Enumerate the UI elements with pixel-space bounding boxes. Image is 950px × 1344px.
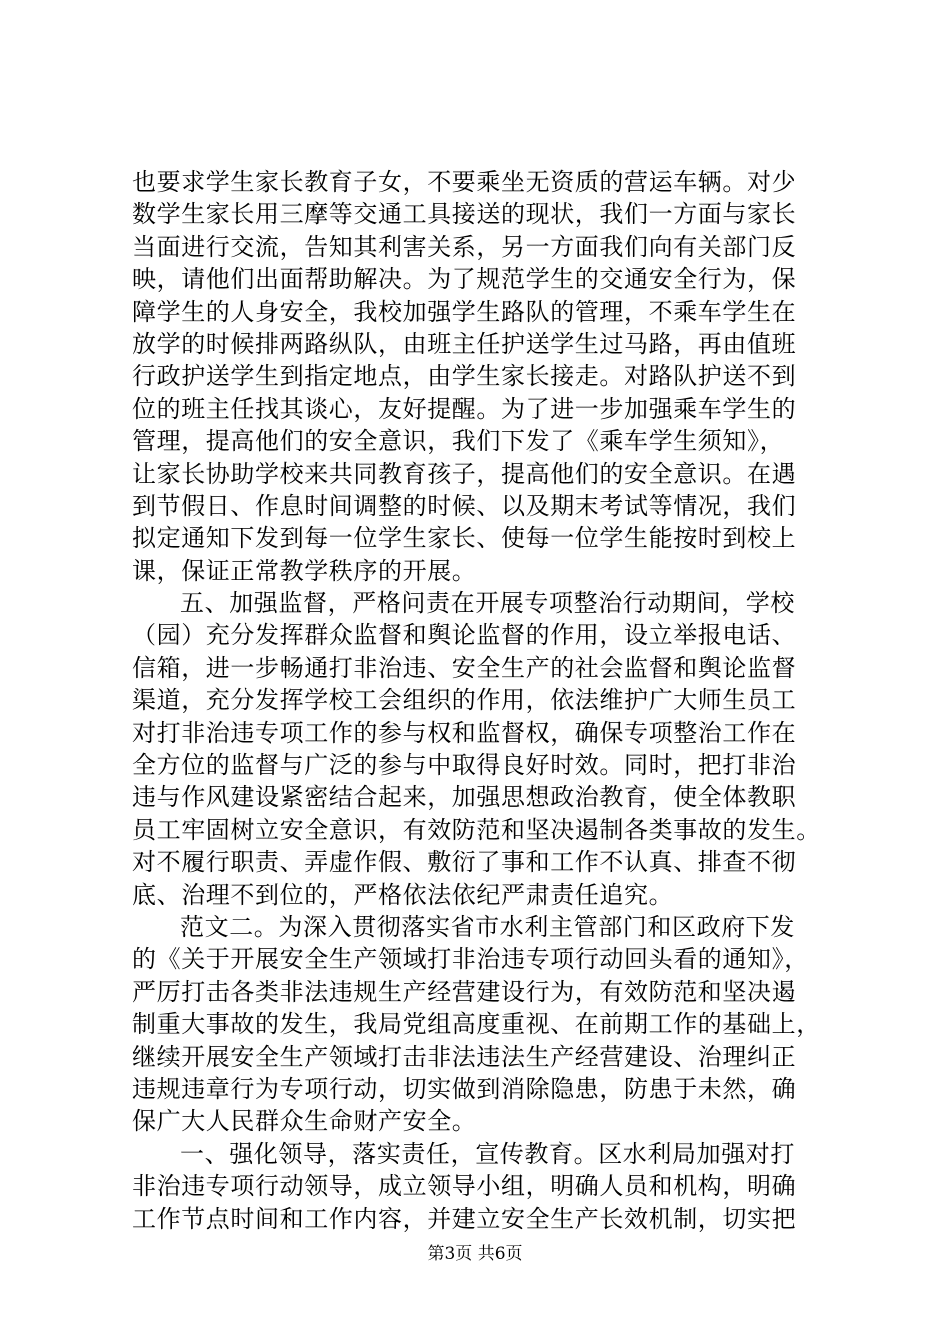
text-line: 的《关于开展安全生产领域打非治违专项行动回头看的通知》，: [132, 945, 809, 974]
text-line: 也要求学生家长教育子女，不要乘坐无资质的营运车辆。对少: [132, 168, 797, 196]
text-line: 保广大人民群众生命财产安全。: [132, 1107, 477, 1136]
document-body: [132, 166, 832, 1235]
text-line: 到节假日、作息时间调整的时候、以及期末考试等情况，我们: [132, 491, 797, 520]
text-line: 对不履行职责、弄虚作假、敷衍了事和工作不认真、排查不彻: [132, 848, 797, 877]
text-line: 底、治理不到位的，严格依法依纪严肃责任追究。: [132, 880, 674, 909]
text-line: 课，保证正常教学秩序的开展。: [132, 556, 477, 585]
page-number-label: 第3页 共6页: [427, 1244, 523, 1264]
text-line: 信箱，进一步畅通打非治违、安全生产的社会监督和舆论监督: [132, 653, 797, 682]
text-line: 当面进行交流，告知其利害关系，另一方面我们向有关部门反: [132, 232, 797, 261]
text-line: 管理，提高他们的安全意识，我们下发了《乘车学生须知》，: [132, 427, 785, 456]
text-line: 渠道，充分发挥学校工会组织的作用，依法维护广大师生员工: [132, 686, 797, 715]
text-line: 对打非治违专项工作的参与权和监督权，确保专项整治工作在: [132, 718, 797, 747]
text-line: 严厉打击各类非法违规生产经营建设行为，有效防范和坚决遏: [132, 977, 797, 1006]
text-line: 违与作风建设紧密结合起来，加强思想政治教育，使全体教职: [132, 783, 797, 812]
text-line: 非治违专项行动领导，成立领导小组，明确人员和机构，明确: [132, 1172, 797, 1201]
paragraph-start-line: 范文二。为深入贯彻落实省市水利主管部门和区政府下发: [180, 912, 795, 941]
text-line: 员工牢固树立安全意识，有效防范和坚决遏制各类事故的发生。: [132, 815, 821, 844]
text-line: 继续开展安全生产领域打击非法违法生产经营建设、治理纠正: [132, 1042, 797, 1071]
text-line: 让家长协助学校来共同教育孩子，提高他们的安全意识。在遇: [132, 459, 797, 488]
text-line: 映，请他们出面帮助解决。为了规范学生的交通安全行为，保: [132, 265, 797, 294]
paragraph-start-line: 一、强化领导，落实责任，宣传教育。区水利局加强对打: [180, 1139, 795, 1168]
text-line: 障学生的人身安全，我校加强学生路队的管理，不乘车学生在: [132, 297, 797, 326]
text-line: 违规违章行为专项行动，切实做到消除隐患，防患于未然，确: [132, 1074, 797, 1103]
page-footer: [0, 1243, 950, 1265]
paragraph-start-line: 五、加强监督，严格问责在开展专项整治行动期间，学校: [180, 589, 795, 618]
text-line: 数学生家长用三摩等交通工具接送的现状，我们一方面与家长: [132, 200, 797, 229]
text-line: 行政护送学生到指定地点，由学生家长接走。对路队护送不到: [132, 362, 797, 391]
text-line: 制重大事故的发生，我局党组高度重视、在前期工作的基础上，: [132, 1010, 821, 1039]
text-line: 全方位的监督与广泛的参与中取得良好时效。同时，把打非治: [132, 751, 797, 780]
text-line: 放学的时候排两路纵队，由班主任护送学生过马路，再由值班: [132, 329, 797, 358]
text-line: 位的班主任找其谈心，友好提醒。为了进一步加强乘车学生的: [132, 394, 797, 423]
text-line: （园）充分发挥群众监督和舆论监督的作用，设立举报电话、: [132, 621, 797, 650]
text-line: 拟定通知下发到每一位学生家长、使每一位学生能按时到校上: [132, 524, 797, 553]
text-line: 工作节点时间和工作内容，并建立安全生产长效机制，切实把: [132, 1204, 797, 1233]
